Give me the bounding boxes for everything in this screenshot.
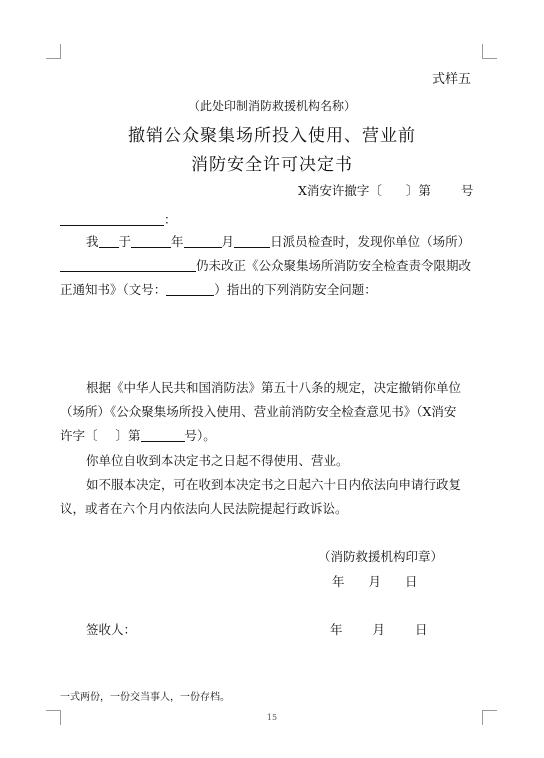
crop-mark-top-right (482, 44, 497, 59)
blank-year (131, 235, 171, 248)
text-segment: 〕第 (115, 428, 141, 443)
blank-month (184, 235, 222, 248)
paragraph-1-line-3 (60, 280, 377, 298)
agency-seal-label: （消防救援机构印章） (318, 549, 444, 564)
document-number (298, 181, 473, 199)
paragraph-1-line-1 (86, 232, 470, 250)
copies-footnote: 一式两份，一份交当事人，一份存档。 (60, 692, 230, 703)
text-segment: 日派员检查时，发现你单位（场所） (270, 234, 471, 249)
paragraph-1-line-2 (60, 256, 471, 274)
paragraph-4-line-2: 议，或者在六个月内依法向人民法院提起行政诉讼。 (60, 501, 348, 516)
text-segment: 年 (171, 234, 184, 249)
addressee-line (60, 210, 177, 228)
text-segment: 我 (86, 234, 99, 249)
text-segment: 正通知书》（文号： (60, 282, 167, 297)
doc-number-middle: 〕第 (405, 183, 431, 198)
blank-day (234, 235, 270, 248)
text-segment: 仍未改正《公众聚集场所消防安全检查责令限期改 (196, 258, 472, 273)
signature-day: 日 (415, 622, 428, 637)
paragraph-4-line-1: 如不服本决定，可在收到本决定书之日起六十日内依法向申请行政复 (86, 477, 462, 492)
doc-number-prefix: X消安许撤字〔 (298, 183, 382, 198)
text-segment: 号）。 (184, 428, 216, 443)
document-title-line-1: 撤销公众聚集场所投入使用、营业前 (128, 126, 416, 146)
blank-doc-ref (166, 283, 214, 296)
text-segment: 许字〔 (60, 428, 98, 443)
agency-name-placeholder: （此处印制消防救援机构名称） (187, 99, 356, 113)
signature-month: 月 (372, 622, 386, 637)
signature-date (330, 620, 428, 638)
paragraph-2-line-2: （场所）《公众聚集场所投入使用、营业前消防安全检查意见书》（X消安 (60, 404, 457, 419)
form-style-label: 式样五 (432, 72, 472, 87)
issue-date (332, 572, 418, 590)
page-number: 15 (266, 713, 278, 722)
text-segment: 月 (221, 234, 235, 249)
paragraph-3: 你单位自收到本决定书之日起不得使用、营业。 (86, 453, 349, 468)
signer-label: 签收人： (86, 622, 137, 637)
addressee-colon: ： (164, 212, 177, 227)
blank-unit-name (60, 259, 196, 272)
text-segment: ）指出的下列消防安全问题： (214, 282, 377, 297)
paragraph-2-line-3 (60, 426, 216, 444)
blank-agency (99, 235, 119, 248)
blank-opinion-number (141, 429, 185, 442)
crop-mark-top-left (46, 44, 61, 59)
date-day: 日 (405, 574, 418, 589)
text-segment: 于 (118, 234, 132, 249)
date-month: 月 (368, 574, 382, 589)
paragraph-2-line-1: 根据《中华人民共和国消防法》第五十八条的规定，决定撤销你单位 (86, 380, 462, 395)
signature-year: 年 (330, 622, 343, 637)
document-title-line-2: 消防安全许可决定书 (191, 155, 353, 175)
doc-number-suffix: 号 (460, 183, 474, 198)
date-year: 年 (332, 574, 345, 589)
addressee-blank (60, 213, 164, 226)
